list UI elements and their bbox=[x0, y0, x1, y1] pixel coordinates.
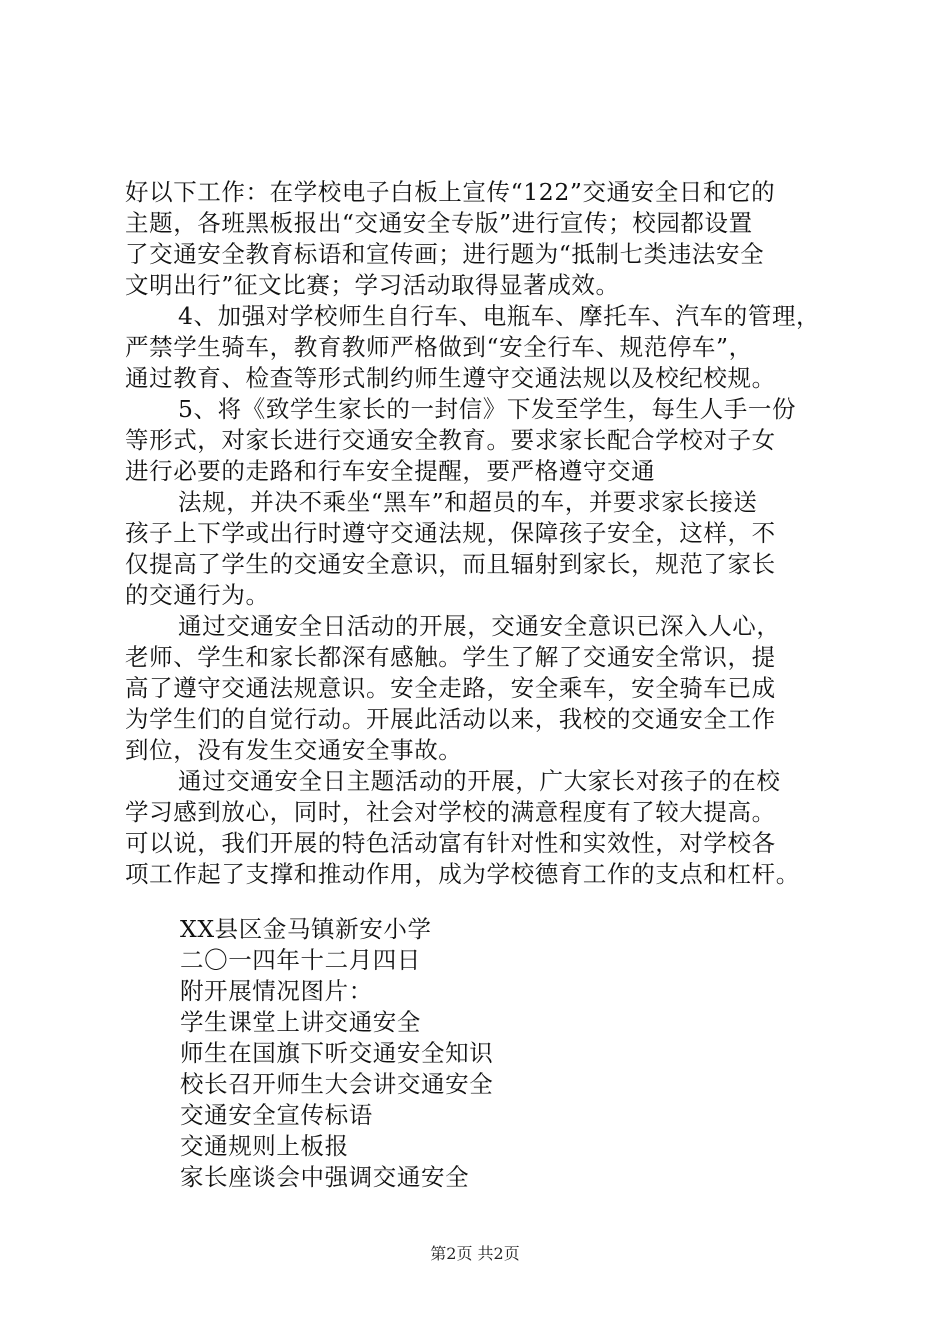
body-line: 好以下工作：在学校电子白板上宣传“122”交通安全日和它的 bbox=[125, 178, 776, 206]
body-line: 老师、学生和家长都深有感触。学生了解了交通安全常识，提 bbox=[125, 643, 776, 671]
body-line: 等形式，对家长进行交通安全教育。要求家长配合学校对子女 bbox=[125, 426, 776, 454]
page-footer: 第2页 共2页 bbox=[430, 1244, 520, 1263]
body-line: 高了遵守交通法规意识。安全走路，安全乘车，安全骑车已成 bbox=[125, 674, 776, 702]
attachments-heading: 附开展情况图片： bbox=[180, 977, 373, 1005]
body-line: 的交通行为。 bbox=[125, 581, 270, 609]
attachment-item: 交通安全宣传标语 bbox=[180, 1101, 373, 1129]
body-line: 孩子上下学或出行时遵守交通法规，保障孩子安全，这样，不 bbox=[125, 519, 776, 547]
attachment-item: 家长座谈会中强调交通安全 bbox=[180, 1163, 470, 1191]
attachment-item: 交通规则上板报 bbox=[180, 1132, 349, 1160]
signature-date: 二〇一四年十二月四日 bbox=[180, 946, 421, 974]
attachment-item: 校长召开师生大会讲交通安全 bbox=[180, 1070, 494, 1098]
body-line: 仅提高了学生的交通安全意识，而且辐射到家长，规范了家长 bbox=[125, 550, 776, 578]
body-line: 通过交通安全日活动的开展，交通安全意识已深入人心， bbox=[178, 612, 781, 640]
body-line: 主题，各班黑板报出“交通安全专版”进行宣传；校园都设置 bbox=[125, 209, 753, 237]
body-line: 法规，并决不乘坐“黑车”和超员的车，并要求家长接送 bbox=[178, 488, 758, 516]
body-line: 通过教育、检查等形式制约师生遵守交通法规以及校纪校规。 bbox=[125, 364, 776, 392]
body-line: 4、加强对学校师生自行车、电瓶车、摩托车、汽车的管理， bbox=[178, 302, 821, 330]
body-line: 严禁学生骑车，教育教师严格做到“安全行车、规范停车”， bbox=[125, 333, 753, 361]
body-line: 为学生们的自觉行动。开展此活动以来，我校的交通安全工作 bbox=[125, 705, 776, 733]
body-line: 项工作起了支撑和推动作用，成为学校德育工作的支点和杠杆。 bbox=[125, 860, 800, 888]
attachment-item: 师生在国旗下听交通安全知识 bbox=[180, 1039, 494, 1067]
body-line: 进行必要的走路和行车安全提醒，要严格遵守交通 bbox=[125, 457, 656, 485]
signature-school: XX县区金马镇新安小学 bbox=[180, 915, 432, 943]
body-line: 通过交通安全日主题活动的开展，广大家长对孩子的在校 bbox=[178, 767, 781, 795]
body-line: 到位，没有发生交通安全事故。 bbox=[125, 736, 463, 764]
body-line: 学习感到放心，同时，社会对学校的满意程度有了较大提高。 bbox=[125, 798, 776, 826]
body-line: 可以说，我们开展的特色活动富有针对性和实效性，对学校各 bbox=[125, 829, 776, 857]
body-line: 文明出行”征文比赛；学习活动取得显著成效。 bbox=[125, 271, 620, 299]
body-line: 5、将《致学生家长的一封信》下发至学生，每生人手一份 bbox=[178, 395, 797, 423]
attachment-item: 学生课堂上讲交通安全 bbox=[180, 1008, 421, 1036]
body-line: 了交通安全教育标语和宣传画；进行题为“抵制七类违法安全 bbox=[125, 240, 765, 268]
